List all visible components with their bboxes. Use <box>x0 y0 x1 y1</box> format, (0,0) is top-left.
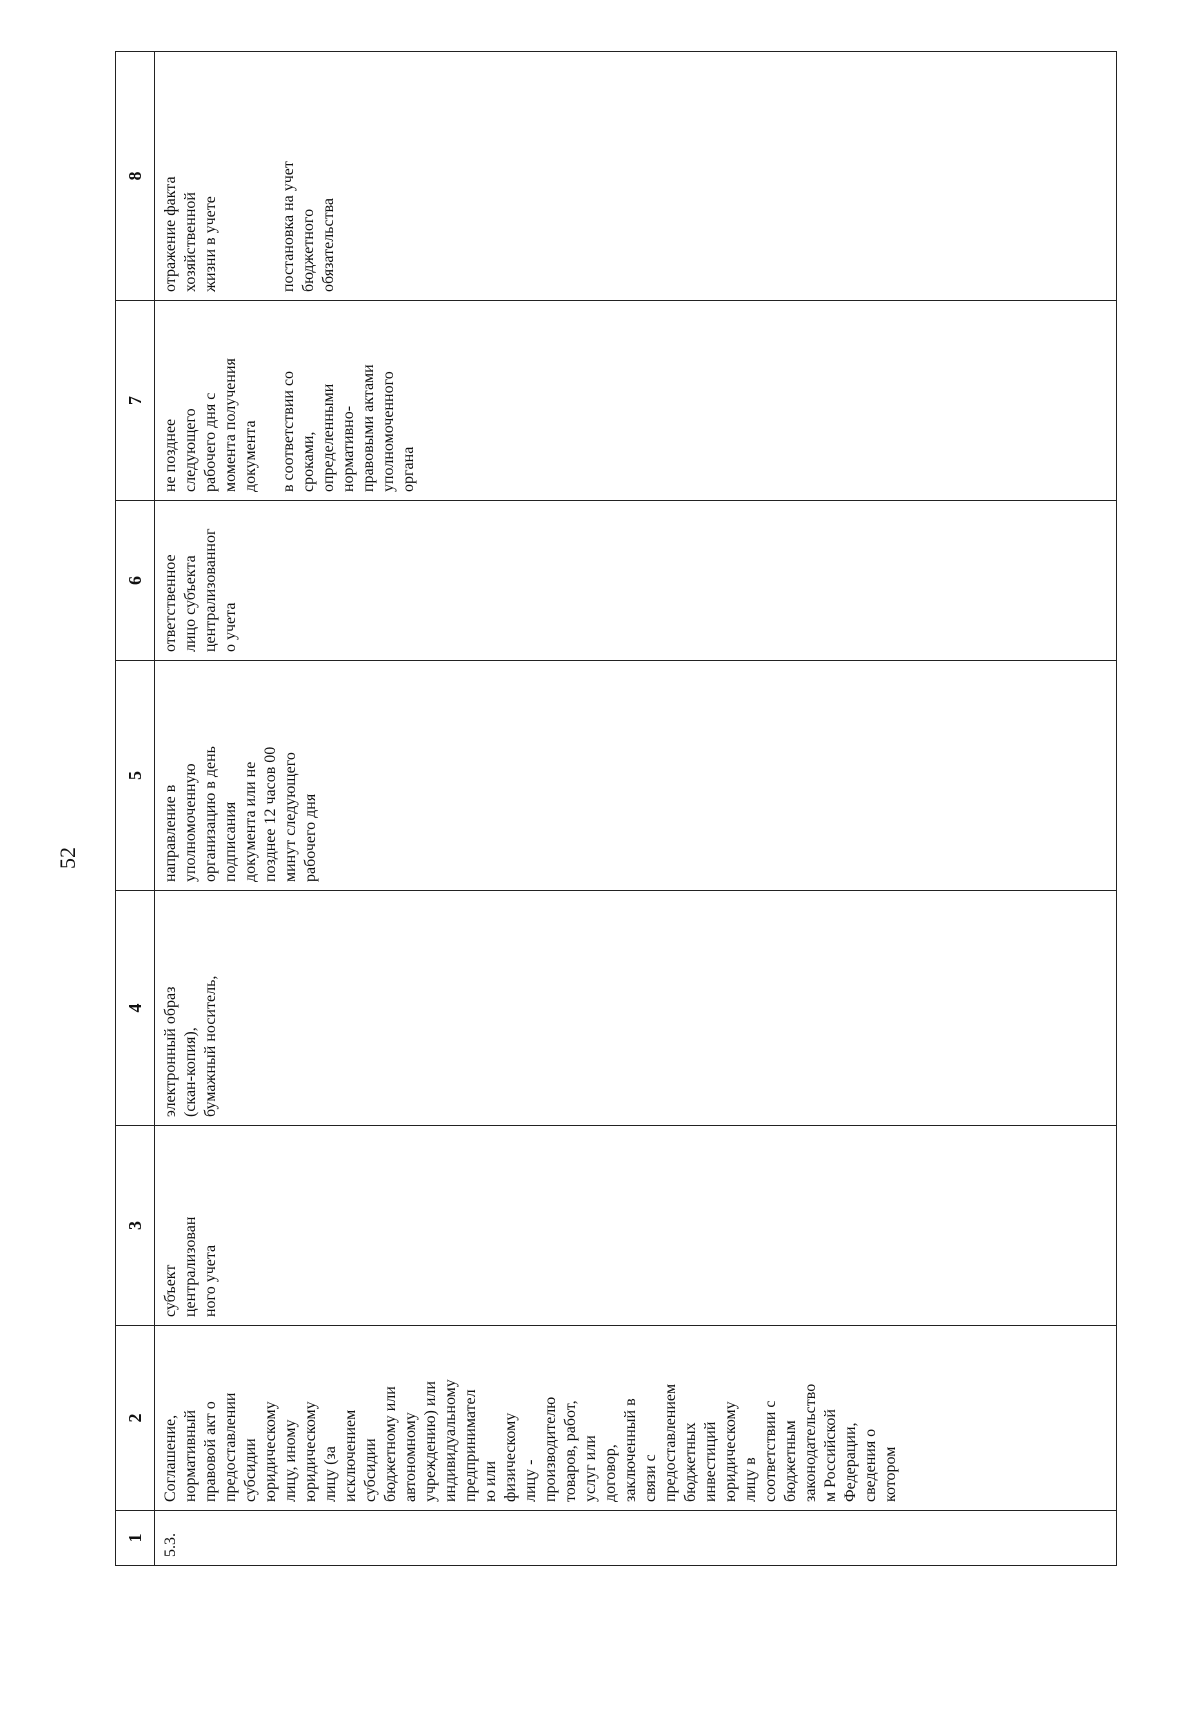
document-table <box>115 51 1117 1566</box>
column-header: 2 <box>116 1326 155 1511</box>
column-header: 5 <box>116 661 155 891</box>
cell-text-part-a: отражение факта хозяйственной жизни в учете <box>162 176 219 292</box>
page-number-text: 52 <box>55 847 80 869</box>
cell-text-part-b: в соответствии со сроками, определенными нормативно- правовыми актами уполномоченного органа <box>280 364 417 492</box>
cell-text-part-a: не позднее следующего рабочего дня с момента получения документа <box>162 358 259 492</box>
cell-document-name <box>155 1326 1117 1511</box>
column-header: 4 <box>116 891 155 1126</box>
cell-text: ответственное лицо субъекта централизованног о учета <box>162 528 239 652</box>
table-header-row <box>116 52 155 1566</box>
cell-document-format <box>155 891 1117 1126</box>
column-header: 6 <box>116 501 155 661</box>
cell-processing-deadline <box>155 301 1117 501</box>
cell-document-creator <box>155 1126 1117 1326</box>
cell-item-number <box>155 1511 1117 1566</box>
cell-text-part-b: постановка на учет бюджетного обязательства <box>280 161 337 292</box>
cell-text: субъект централизован ного учета <box>162 1216 219 1317</box>
cell-text: электронный образ (скан-копия), бумажный носитель, <box>162 975 219 1117</box>
cell-text: направление в уполномоченную организацию в день подписания документа или не позднее 12 часов 00 минут следующего рабочего дня <box>162 746 319 882</box>
cell-text: Соглашение, нормативный правовой акт о предоставлении субсидии юридическому лицу, иному юридическому лицу (за исключением субсидии бюджетному или автономному учреждению) или индивидуальному предпринимател ю или физическому лицу - производителю товаров, работ, услуг или договор, заключенный в связи с предоставлением бюджетных инвестиций юридическому лицу в соответствии с бюджетным законодательство м Российской Федерации, сведения о котором <box>162 1379 899 1502</box>
rotated-table-container <box>115 52 1117 1566</box>
column-header: 3 <box>116 1126 155 1326</box>
cell-text: 5.3. <box>162 1533 179 1557</box>
cell-responsible-person <box>155 501 1117 661</box>
cell-submission-deadline <box>155 661 1117 891</box>
column-header: 8 <box>116 52 155 301</box>
cell-accounting-action <box>155 52 1117 301</box>
table-row <box>155 52 1117 1566</box>
column-header: 7 <box>116 301 155 501</box>
column-header: 1 <box>116 1511 155 1566</box>
